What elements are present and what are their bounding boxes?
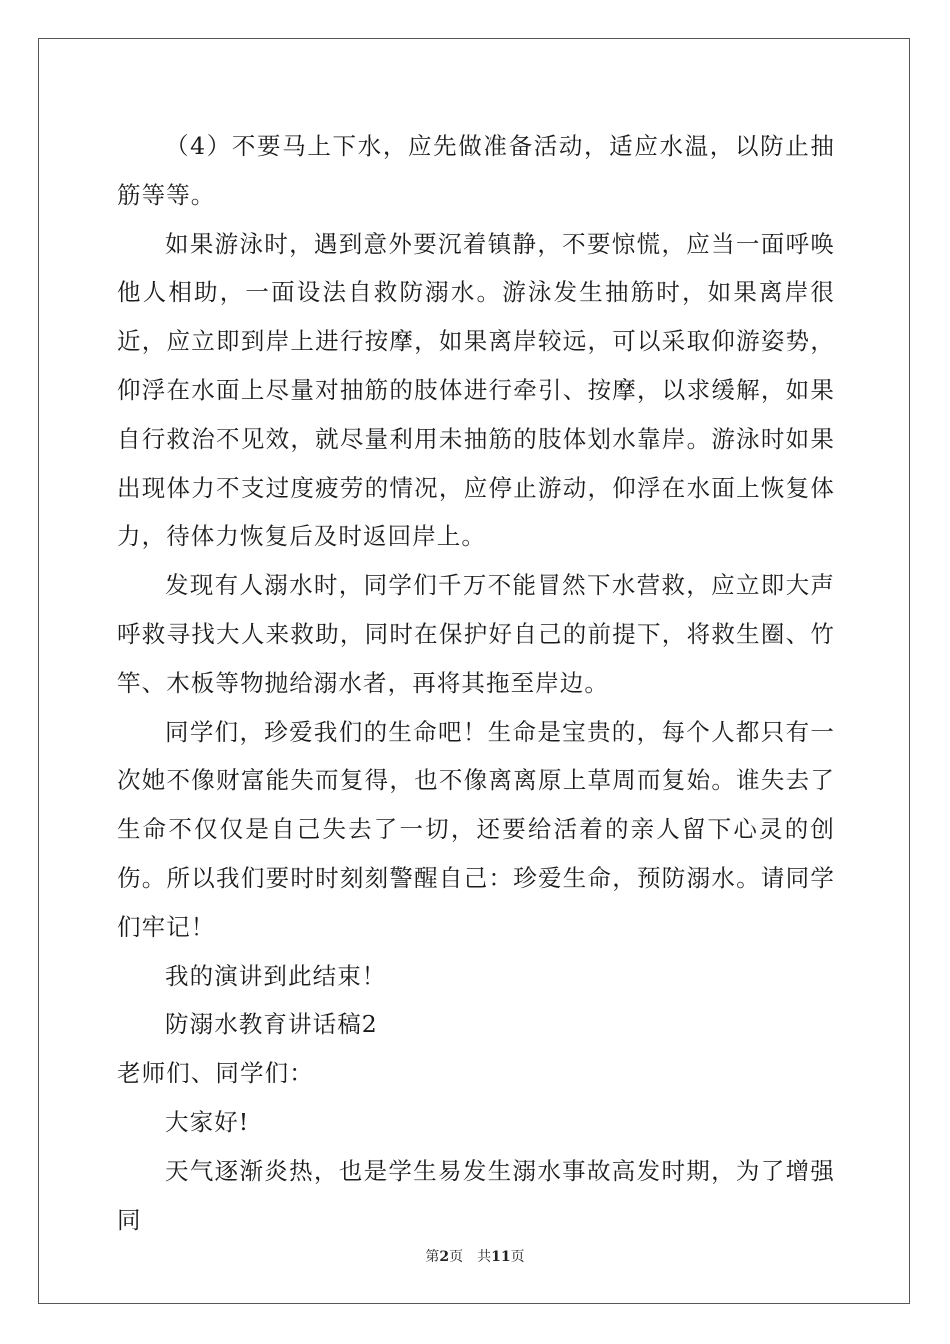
paragraph-weather: 天气逐渐炎热，也是学生易发生溺水事故高发时期，为了增强同 bbox=[117, 1156, 835, 1234]
paragraph-self-rescue: 如果游泳时，遇到意外要沉着镇静，不要惊慌，应当一面呼唤他人相助，一面设法自救防溺水。游泳发生抽筋时，如果离岸很近，应立即到岸上进行按摩，如果离岸较远，可以采取仰游姿势，仰浮在水面上尽量对抽筋的肢体进行牵引、按摩，以求缓解，如果自行救治不见效，就尽量利用未抽筋的肢体划水靠岸。游泳时如果出现体力不支过度疲劳的情况，应停止游动，仰浮在水面上恢复体力，待体力恢复后及时返回岸上。 bbox=[117, 229, 835, 551]
paragraph-speech-end: 我的演讲到此结束！ bbox=[165, 961, 387, 990]
paragraph-swim-prep: （4）不要马上下水，应先做准备活动，适应水温，以防止抽筋等等。 bbox=[117, 132, 835, 209]
page-label-mid: 页 bbox=[449, 1249, 464, 1265]
total-suffix: 页 bbox=[510, 1249, 525, 1265]
page-footer bbox=[0, 1246, 950, 1266]
greeting: 大家好! bbox=[165, 1107, 250, 1136]
page-current: 2 bbox=[439, 1249, 450, 1265]
paragraph-cherish-life: 同学们，珍爱我们的生命吧！生命是宝贵的，每个人都只有一次她不像财富能失而复得，也不像离离原上草周而复始。谁失去了生命不仅仅是自己失去了一切，还要给活着的亲人留下心灵的创伤。所以我们要时时刻刻警醒自己：珍爱生命，预防溺水。请同学们牢记！ bbox=[117, 717, 835, 941]
page-label-prefix: 第 bbox=[425, 1249, 440, 1265]
page-total: 11 bbox=[491, 1249, 511, 1265]
section-title: 防溺水教育讲话稿2 bbox=[165, 1010, 378, 1039]
salutation: 老师们、同学们： bbox=[117, 1059, 314, 1088]
paragraph-rescue-others: 发现有人溺水时，同学们千万不能冒然下水营救，应立即大声呼救寻找大人来救助，同时在保护好自己的前提下，将救生圈、竹竿、木板等物抛给溺水者，再将其拖至岸边。 bbox=[117, 571, 835, 697]
document-body bbox=[117, 122, 835, 1244]
total-prefix: 共 bbox=[477, 1249, 492, 1265]
